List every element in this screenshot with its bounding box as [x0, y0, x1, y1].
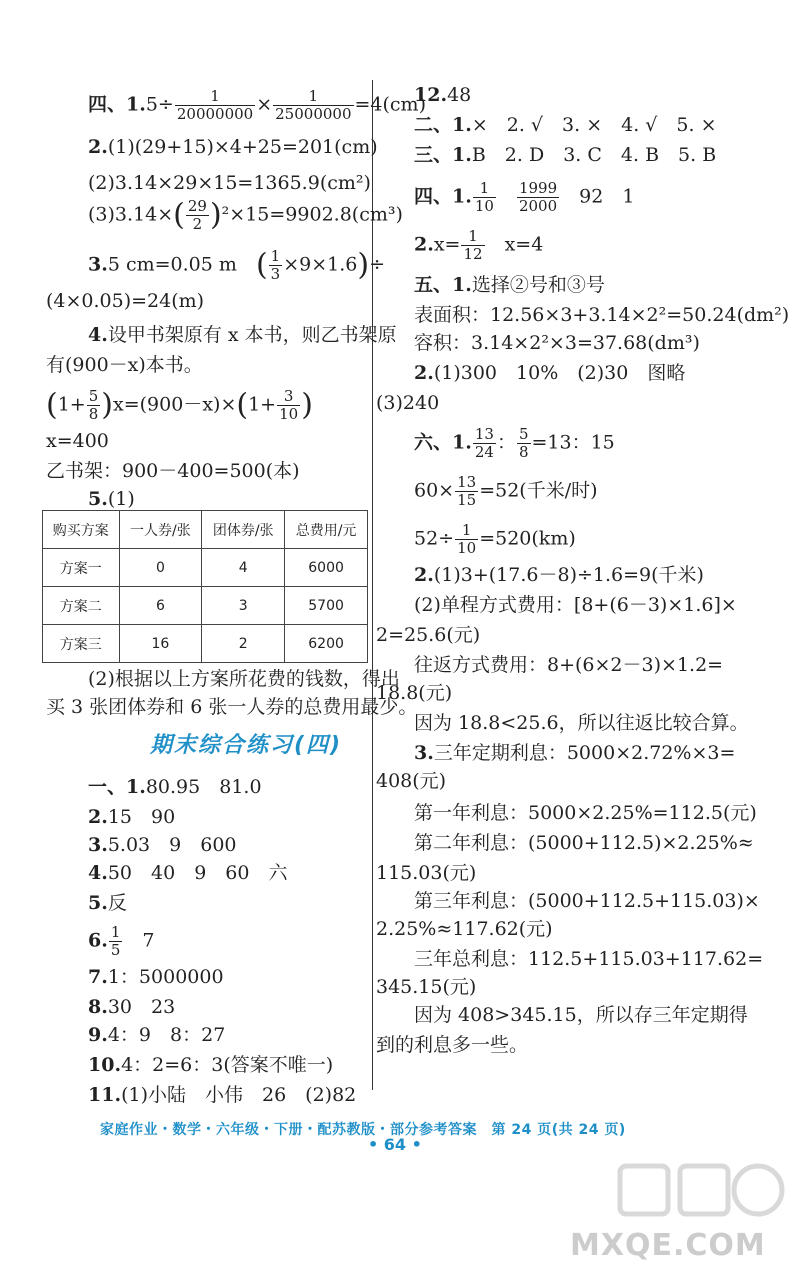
answer-text: 表面积：12.56×3+3.14×2²=50.24(dm²): [414, 304, 790, 326]
answer-text: 买 3 张团体券和 6 张一人券的总费用最少。: [46, 696, 418, 718]
question-number: 5.: [88, 892, 108, 914]
table-header: 购买方案: [43, 511, 120, 549]
fraction-den: 2000: [518, 197, 558, 215]
logo-box: [680, 1166, 728, 1214]
table-header: 一人券/张: [119, 511, 202, 549]
question-number: 三、1.: [414, 144, 472, 166]
fraction-den: 10: [474, 197, 494, 215]
fraction-num: 1: [273, 88, 353, 106]
paren: (: [255, 247, 268, 283]
table-cell: 0: [119, 549, 202, 587]
answer-s6-3g: [376, 916, 553, 942]
question-number: 3.: [414, 742, 434, 764]
fraction: [109, 924, 123, 959]
question-number: 3.: [88, 834, 108, 856]
fraction: [273, 88, 353, 123]
fraction-den: 20000000: [176, 105, 254, 123]
answer-text: (1)3+(17.6－8)÷1.6=9(千米): [433, 564, 704, 586]
answer-text: 乙书架：900－400=500(本): [46, 460, 300, 482]
fraction-num: 1999: [518, 179, 558, 197]
table-header: 团体券/张: [202, 511, 285, 549]
question-number: 五、1.: [414, 274, 472, 296]
answer-text: (1)(29+15)×4+25=201(cm): [107, 136, 378, 158]
table-header-row: [43, 511, 368, 549]
expr-part: ÷: [369, 253, 385, 276]
answer-text: 4：9 8：27: [107, 1024, 226, 1046]
answer-4-x: [46, 428, 109, 454]
fraction-num: 5: [88, 387, 99, 405]
answer-4-result: [46, 458, 300, 484]
answer-s6-3f: [414, 888, 760, 914]
question-number: 四、1.: [88, 93, 146, 116]
answer-2-3: [88, 198, 403, 233]
answer-text: (1): [107, 488, 135, 510]
answer-text: 因为 18.8<25.6，所以往返比较合算。: [414, 712, 749, 734]
fraction-den: 5: [110, 941, 121, 959]
expr-part: x=: [433, 233, 461, 256]
answer-text: x=400: [46, 430, 109, 452]
table-header: 总费用/元: [285, 511, 368, 549]
fraction: [455, 522, 478, 557]
expr-part: ²×15=9902.8(cm³): [221, 203, 403, 226]
expr-part: ×9×1.6: [283, 253, 358, 276]
answer-3: [88, 248, 385, 283]
question-number: 4.: [88, 862, 108, 884]
question-number: 六、1.: [414, 431, 472, 454]
expr-part: 52÷: [414, 527, 455, 550]
answer-text: 1：5000000: [107, 966, 224, 988]
fraction-num: 1: [175, 88, 255, 106]
answer-text: 反: [107, 892, 127, 914]
table-row: [43, 625, 368, 663]
table-cell: 6000: [285, 549, 368, 587]
answer-text: (2)根据以上方案所花费的钱数，得出: [88, 668, 400, 690]
expr-part: =13：15: [531, 431, 615, 454]
answer-text: 2.25%≈117.62(元): [376, 918, 553, 940]
paren: (: [173, 197, 185, 233]
fraction-den: 12: [463, 245, 483, 263]
answer-text: 50 40 9 60 六: [107, 862, 288, 884]
table-cell: 6200: [285, 625, 368, 663]
fraction: [186, 198, 209, 233]
answer-4-1: [88, 88, 426, 123]
answer-text: 48: [447, 84, 472, 106]
answer-text: x=4: [504, 233, 544, 256]
answer-p5: [88, 890, 127, 916]
answer-text: 5.03 9 600: [107, 834, 237, 856]
expr-part: 1+: [248, 393, 277, 416]
answer-text: 设甲书架原有 x 本书，则乙书架原: [107, 324, 397, 346]
answer-text: 容积：3.14×2²×3=37.68(dm³): [414, 332, 700, 354]
answer-s6-3e: [376, 860, 476, 886]
answer-text: 345.15(元): [376, 976, 477, 998]
paren: ): [301, 387, 313, 423]
answer-text: 选择②号和③号: [471, 274, 605, 296]
answer-text: (2)单程方式费用：[8+(6－3)×1.6]×: [414, 594, 737, 616]
question-number: 2.: [414, 362, 434, 384]
question-number: 11.: [88, 1084, 122, 1106]
question-number: 5.: [88, 488, 108, 510]
answer-text: 因为 408>345.15，所以存三年定期得: [414, 1004, 748, 1026]
page-number: • 64 •: [368, 1135, 422, 1154]
fraction-den: 2: [192, 215, 203, 233]
answer-text: 15 90: [107, 806, 176, 828]
fraction-den: 10: [457, 539, 477, 557]
answer-s6-3j: [414, 1002, 748, 1028]
expr-part: =4(cm): [354, 93, 426, 116]
fraction-num: 1: [270, 247, 281, 265]
answer-text: 115.03(元): [376, 862, 477, 884]
fraction-num: 1: [110, 923, 121, 941]
answer-s6-2-1: [414, 562, 704, 588]
fraction-den: 3: [270, 265, 281, 283]
table-cell: 2: [202, 625, 285, 663]
question-number: 2.: [414, 564, 434, 586]
purchase-plan-table: [42, 510, 368, 663]
fraction-den: 8: [88, 405, 99, 423]
fraction-num: 3: [277, 388, 300, 406]
expr-part: x=(900－x)×: [113, 393, 237, 416]
fraction-den: 24: [474, 443, 494, 461]
table-cell: 方案一: [43, 549, 120, 587]
answer-s4-2: [414, 228, 543, 263]
answer-text: × 2. √ 3. × 4. √ 5. ×: [471, 114, 717, 136]
answer-text: 三年总利息：112.5+115.03+117.62=: [414, 948, 764, 970]
expr-part: 60×: [414, 479, 455, 502]
answer-text: 18.8(元): [376, 682, 453, 704]
question-number: 6.: [88, 929, 108, 952]
paren: ): [209, 197, 222, 233]
answer-2-2: [88, 170, 371, 196]
table-cell: 方案三: [43, 625, 120, 663]
table-cell: 方案二: [43, 587, 120, 625]
answer-text: 往返方式费用：8+(6×2－3)×1.2=: [414, 654, 724, 676]
answer-4-b: [46, 352, 203, 378]
fraction-den: 15: [457, 491, 477, 509]
answer-text: 2=25.6(元): [376, 624, 481, 646]
answer-5-2-a: [88, 666, 400, 692]
fraction-num: 1: [455, 522, 478, 540]
answer-text: 7: [142, 929, 155, 952]
fraction: [473, 180, 496, 215]
fraction: [175, 88, 255, 123]
fraction: [87, 388, 101, 423]
answer-text: 4：2=6：3(答案不唯一): [121, 1054, 334, 1076]
logo-circle: [734, 1166, 782, 1214]
answer-s6-1: [414, 426, 615, 461]
answer-p2: [88, 804, 175, 830]
answer-s3: [414, 142, 716, 168]
page-footer: 家庭作业・数学・六年级・下册・配苏教版・部分参考答案 第 24 页(共 24 页): [100, 1122, 626, 1138]
question-number: 二、1.: [414, 114, 472, 136]
table-cell: 16: [119, 625, 202, 663]
answer-p10: [88, 1052, 333, 1078]
answer-text: (1)小陆 小伟 26 (2)82: [121, 1084, 357, 1106]
answer-text: 30 23: [107, 996, 176, 1018]
fraction: [517, 426, 531, 461]
question-number: 10.: [88, 1054, 122, 1076]
fraction-num: 1: [473, 180, 496, 198]
answer-text: B 2. D 3. C 4. B 5. B: [471, 144, 717, 166]
answer-text: 第二年利息：(5000+112.5)×2.25%≈: [414, 832, 754, 854]
answer-s6-3k: [376, 1032, 528, 1058]
answer-s6-2-3b: [376, 680, 452, 706]
answer-text: 第一年利息：5000×2.25%=112.5(元): [414, 802, 757, 824]
paren: ): [357, 247, 370, 283]
fraction: [473, 426, 496, 461]
answer-2-1: [88, 134, 378, 160]
answer-p3: [88, 832, 237, 858]
answer-s2: [414, 112, 717, 138]
fraction-den: 25000000: [275, 105, 352, 123]
question-number: 9.: [88, 1024, 108, 1046]
expr-part: 1+: [57, 393, 86, 416]
fraction-den: 8: [518, 443, 529, 461]
table-row: [43, 549, 368, 587]
table-cell: 3: [202, 587, 285, 625]
answer-5-1: [88, 486, 135, 512]
answer-text: 80.95 81.0: [145, 776, 262, 798]
answer-p7: [88, 964, 224, 990]
answer-s6-3a: [414, 740, 735, 766]
answer-text: 有(900－x)本书。: [46, 354, 203, 376]
answer-s6-3c: [414, 800, 757, 826]
answer-s6-3b: [376, 768, 446, 794]
fraction: [517, 180, 559, 215]
answer-s5-1: [414, 272, 605, 298]
question-number: 3.: [88, 253, 108, 276]
paren: ): [101, 387, 113, 423]
fraction-num: 13: [474, 425, 494, 443]
question-number: 四、1.: [414, 185, 472, 208]
fraction: [461, 228, 484, 263]
answer-3-cont: [46, 288, 204, 314]
table-row: [43, 587, 368, 625]
answer-p11: [88, 1082, 356, 1108]
answer-p9: [88, 1022, 225, 1048]
fraction-num: 13: [457, 473, 477, 491]
question-number: 2.: [414, 233, 434, 256]
answer-text: 到的利息多一些。: [376, 1034, 529, 1056]
table-cell: 5700: [285, 587, 368, 625]
expr-part: 5 cm=0.05 m: [107, 253, 237, 276]
answer-s6-2-3a: [414, 652, 723, 678]
fraction-num: 5: [518, 425, 529, 443]
answer-p8: [88, 994, 175, 1020]
fraction: [277, 388, 300, 423]
paren: (: [236, 387, 249, 423]
fraction-num: 29: [187, 197, 207, 215]
answer-s5-volume: [414, 330, 700, 356]
expr-part: ：: [496, 431, 516, 454]
question-number: 2.: [88, 136, 108, 158]
answer-text: 92 1: [579, 185, 635, 208]
answer-s5-2-3: [376, 390, 439, 416]
answer-text: 三年定期利息：5000×2.72%×3=: [433, 742, 736, 764]
answer-text: (3)240: [376, 392, 440, 414]
answer-s5-2: [414, 360, 685, 386]
answer-p1: [88, 774, 262, 800]
answer-s6-2-2a: [414, 592, 737, 618]
table-cell: 4: [202, 549, 285, 587]
answer-s6-distance: [414, 522, 576, 557]
expr-part: (3)3.14×: [88, 203, 174, 226]
fraction: [269, 248, 283, 283]
fraction: [455, 474, 478, 509]
expr-part: 5÷: [145, 93, 174, 116]
answer-5-2-b: [46, 694, 417, 720]
paren: (: [46, 387, 58, 423]
table-cell: 6: [119, 587, 202, 625]
expr-part: =520(km): [479, 527, 576, 550]
answer-s4-1: [414, 180, 634, 215]
answer-p4: [88, 860, 287, 886]
answer-p6: [88, 924, 155, 959]
answer-s5-surface: [414, 302, 789, 328]
watermark-text: MXQE.COM: [570, 1228, 766, 1263]
answer-4-a: [88, 322, 397, 348]
answer-s6-3d: [414, 830, 754, 856]
answer-4-equation: [46, 388, 313, 423]
question-number: 4.: [88, 324, 108, 346]
answer-s6-3i: [376, 974, 476, 1000]
question-number: 8.: [88, 996, 108, 1018]
expr-part: =52(千米/时): [479, 479, 598, 502]
answer-text: (4×0.05)=24(m): [46, 290, 205, 312]
answer-r12: [414, 82, 471, 108]
answer-s6-2-2b: [376, 622, 480, 648]
logo-box: [620, 1166, 668, 1214]
question-number: 7.: [88, 966, 108, 988]
answer-s6-speed: [414, 474, 598, 509]
question-number: 2.: [88, 806, 108, 828]
answer-s6-3h: [414, 946, 763, 972]
fraction-num: 1: [461, 228, 484, 246]
answer-text: (1)300 10% (2)30 图略: [433, 362, 686, 384]
question-number: 12.: [414, 84, 448, 106]
answer-text: 第三年利息：(5000+112.5+115.03)×: [414, 890, 760, 912]
answer-text: (2)3.14×29×15=1365.9(cm²): [88, 172, 371, 194]
question-number: 一、1.: [88, 776, 146, 798]
section-title: 期末综合练习(四): [150, 733, 343, 758]
expr-part: ×: [256, 93, 273, 116]
fraction-den: 10: [279, 405, 299, 423]
answer-text: 408(元): [376, 770, 447, 792]
answer-s6-2-4: [414, 710, 749, 736]
